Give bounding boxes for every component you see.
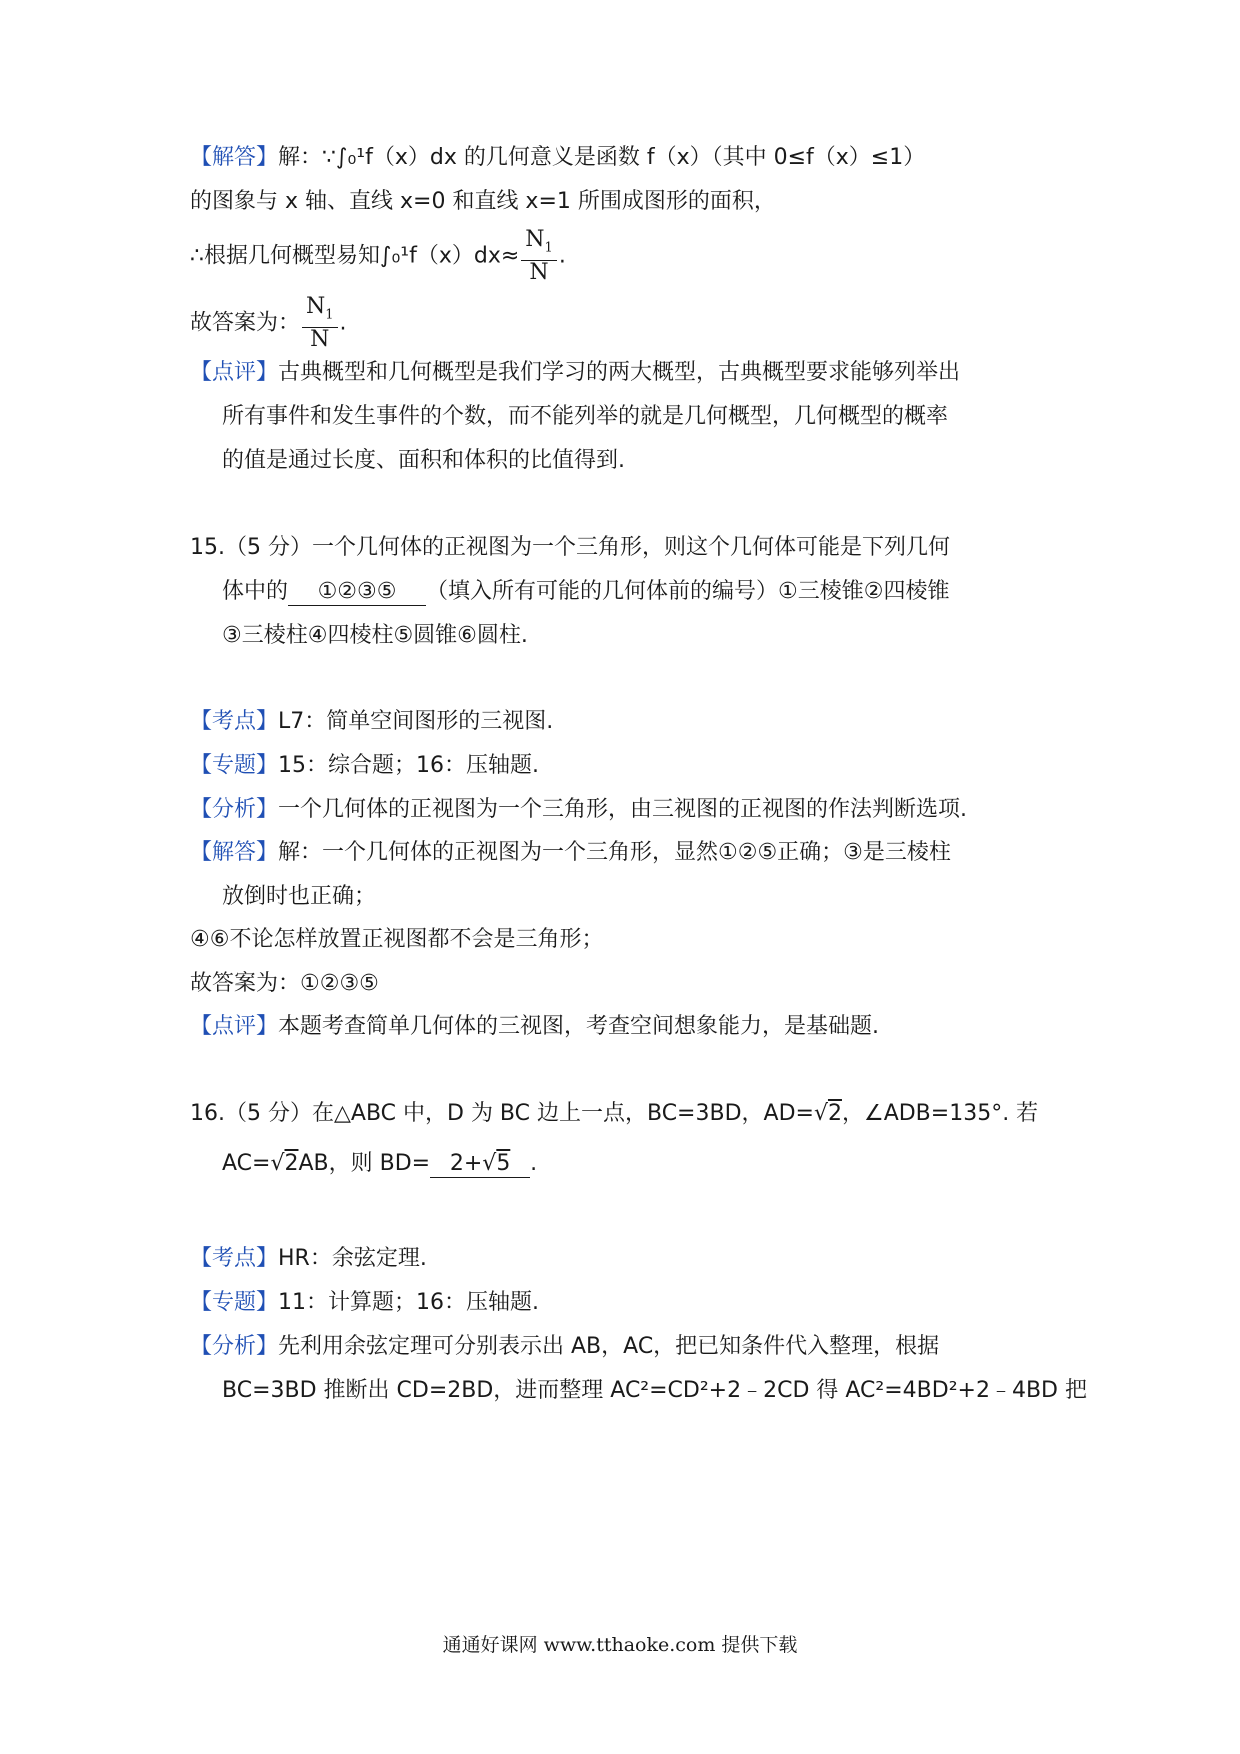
comment-line-1: 【点评】古典概型和几何概型是我们学习的两大概型，古典概型要求能够列举出 — [190, 360, 961, 385]
fraction-n1-over-n: $\frac{N_1}{N}$ — [521, 228, 557, 285]
q15-jieda-line-3: ④⑥不论怎样放置正视图都不会是三角形； — [190, 927, 604, 952]
q16-stem-line-1: 16.（5 分）在△ABC 中，D 为 BC 边上一点，BC=3BD，AD=√2，∠ADB=135°. 若 — [190, 1101, 1039, 1126]
zhuanti-tag: 【专题】 — [190, 753, 279, 778]
q15-dianping: 【点评】本题考查简单几何体的三视图，考查空间想象能力，是基础题. — [190, 1014, 880, 1039]
q15-kaodian: 【考点】L7：简单空间图形的三视图. — [190, 709, 554, 734]
q15-stem-line-3: ③三棱柱④四棱柱⑤圆锥⑥圆柱. — [222, 623, 528, 648]
fenxi-tag: 【分析】 — [190, 1334, 279, 1359]
answer-tag: 【解答】 — [190, 145, 279, 170]
q15-answer-blank: ①②③⑤ — [288, 579, 426, 606]
q15-result: 故答案为：①②③⑤ — [190, 971, 379, 996]
dianping-tag: 【点评】 — [190, 1014, 279, 1039]
answer-line-3: ∴根据几何概型易知∫₀¹f（x）dx≈ $\frac{N_1}{N}$ . — [190, 227, 566, 286]
jieda-tag: 【解答】 — [190, 840, 279, 865]
kaodian-tag: 【考点】 — [190, 709, 279, 734]
page-footer: 通通好课网 www.tthaoke.com 提供下载 — [442, 1634, 798, 1656]
result-label: 故答案为： — [190, 310, 301, 336]
q16-kaodian: 【考点】HR：余弦定理. — [190, 1246, 427, 1271]
answer-text-1: 解：∵∫₀¹f（x）dx 的几何意义是函数 f（x）（其中 0≤f（x）≤1） — [278, 145, 926, 170]
kaodian-tag: 【考点】 — [190, 1246, 279, 1271]
answer-line-2: 的图象与 x 轴、直线 x=0 和直线 x=1 所围成图形的面积， — [190, 189, 776, 214]
q15-stem-line-1: 15.（5 分）一个几何体的正视图为一个三角形，则这个几何体可能是下列几何 — [190, 535, 950, 560]
q16-fenxi-line-2: BC=3BD 推断出 CD=2BD，进而整理 AC²=CD²+2﹣2CD 得 AC²=4BD²+2﹣4BD 把 — [222, 1378, 1087, 1403]
q16-fenxi-line-1: 【分析】先利用余弦定理可分别表示出 AB，AC，把已知条件代入整理，根据 — [190, 1334, 940, 1359]
q16-answer-blank: 2+√5 — [430, 1151, 530, 1178]
q15-fenxi: 【分析】一个几何体的正视图为一个三角形，由三视图的正视图的作法判断选项. — [190, 797, 968, 822]
answer-line-1 — [190, 143, 925, 173]
q16-zhuanti: 【专题】11：计算题；16：压轴题. — [190, 1290, 539, 1315]
q15-zhuanti: 【专题】15：综合题；16：压轴题. — [190, 753, 539, 778]
q16-stem-line-2: AC=√2AB，则 BD= 2+√5 . — [222, 1151, 538, 1176]
result-line: 故答案为： $\frac{N_1}{N}$ . — [190, 294, 347, 353]
result-fraction: $\frac{N_1}{N}$ — [302, 295, 338, 352]
comment-tag: 【点评】 — [190, 360, 279, 385]
q15-jieda-line-2: 放倒时也正确； — [222, 884, 377, 909]
answer-text-3: ∴根据几何概型易知∫₀¹f（x）dx≈ — [190, 243, 520, 269]
fenxi-tag: 【分析】 — [190, 797, 279, 822]
comment-line-3: 的值是通过长度、面积和体积的比值得到. — [222, 448, 625, 473]
zhuanti-tag: 【专题】 — [190, 1290, 279, 1315]
q15-stem-line-2: 体中的 ①②③⑤ （填入所有可能的几何体前的编号）①三棱锥②四棱锥 — [222, 579, 950, 604]
comment-line-2: 所有事件和发生事件的个数，而不能列举的就是几何概型，几何概型的概率 — [222, 404, 949, 429]
q15-jieda-line-1: 【解答】解：一个几何体的正视图为一个三角形，显然①②⑤正确；③是三棱柱 — [190, 840, 951, 865]
